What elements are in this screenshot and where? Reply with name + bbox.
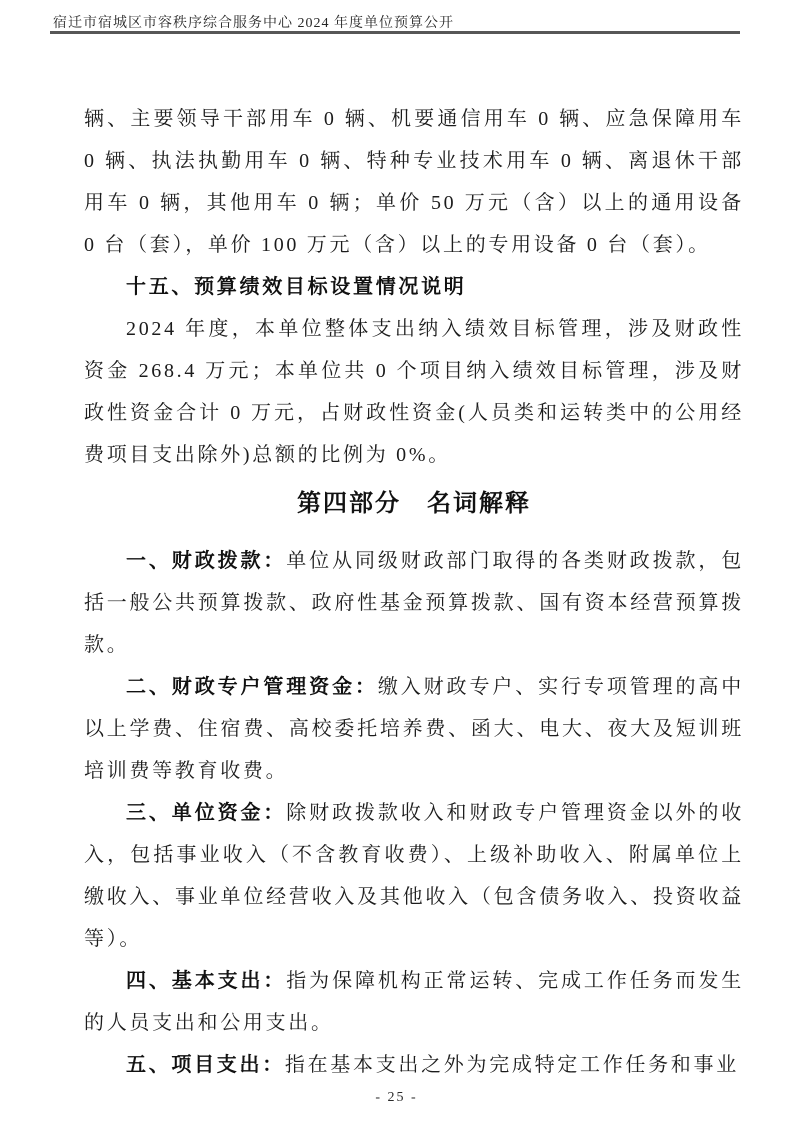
term-text-project-expenditure: 指在基本支出之外为完成特定工作任务和事业	[284, 1054, 739, 1076]
header-divider	[50, 31, 740, 34]
term-text-special-account-funds: 缴入财政专户、实行专项管理的高中以上学费、住宿费、高校委托培养费、函大、电大、夜大及短训班培训费等教育收费。	[84, 676, 744, 782]
term-label-fiscal-appropriation: 一、财政拨款：	[126, 550, 287, 572]
term-label-project-expenditure: 五、项目支出：	[126, 1054, 285, 1076]
section-title-glossary: 第四部分 名词解释	[297, 490, 531, 517]
term-definition-fiscal-appropriation	[84, 540, 744, 666]
paragraph-vehicle-equipment: 辆、主要领导干部用车 0 辆、机要通信用车 0 辆、应急保障用车 0 辆、执法执勤用车 0 辆、特种专业技术用车 0 辆、离退休干部用车 0 辆，其他用车 0 辆；单价 50 万元（含）以上的通用设备 0 台（套），单价 100 万元（含）以上的专用设备 0 台（套）。	[84, 108, 744, 256]
term-text-fiscal-appropriation: 单位从同级财政部门取得的各类财政拨款，包括一般公共预算拨款、政府性基金预算拨款、国有资本经营预算拨款。	[84, 550, 745, 656]
heading-budget-performance-targets: 十五、预算绩效目标设置情况说明	[126, 276, 467, 298]
term-definition-unit-funds	[84, 792, 744, 960]
term-definition-project-expenditure	[84, 1044, 744, 1086]
term-label-basic-expenditure: 四、基本支出：	[126, 970, 287, 992]
term-label-unit-funds: 三、单位资金：	[126, 802, 287, 824]
term-text-unit-funds: 除财政拨款收入和财政专户管理资金以外的收入，包括事业收入（不含教育收费）、上级补助收入、附属单位上缴收入、事业单位经营收入及其他收入（包含债务收入、投资收益等）。	[84, 802, 745, 950]
term-text-basic-expenditure: 指为保障机构正常运转、完成工作任务而发生的人员支出和公用支出。	[84, 970, 745, 1034]
term-definition-special-account-funds	[84, 666, 744, 792]
paragraph-performance-targets: 2024 年度，本单位整体支出纳入绩效目标管理，涉及财政性资金 268.4 万元；本单位共 0 个项目纳入绩效目标管理，涉及财政性资金合计 0 万元，占财政性资金(人员类和运转类中的公用经费项目支出除外)总额的比例为 0%。	[84, 318, 744, 466]
term-label-special-account-funds: 二、财政专户管理资金：	[126, 676, 378, 698]
document-body	[84, 98, 744, 1086]
term-definition-basic-expenditure	[84, 960, 744, 1044]
page-number: - 25 -	[375, 1090, 418, 1105]
document-header-title: 宿迁市宿城区市容秩序综合服务中心 2024 年度单位预算公开	[53, 16, 454, 31]
